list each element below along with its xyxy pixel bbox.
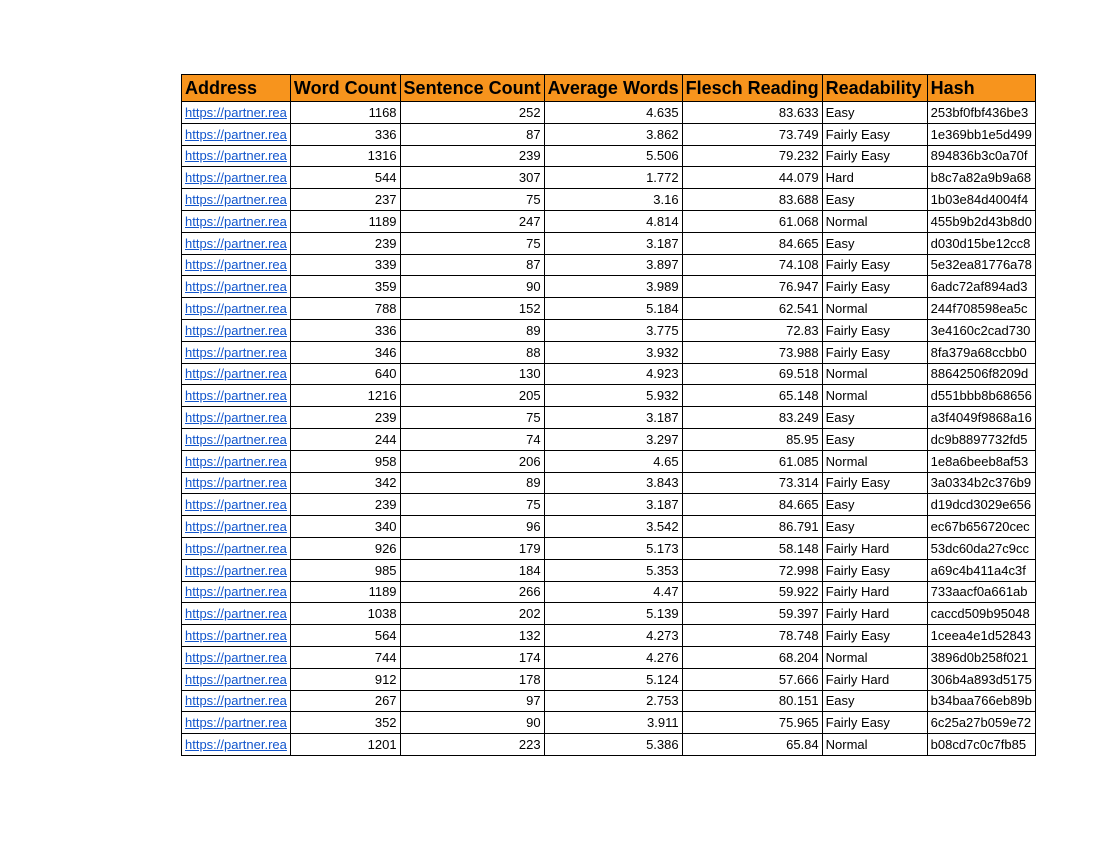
address-link-cell[interactable]: https://partner.rea (182, 559, 291, 581)
average-words-cell: 3.187 (544, 494, 682, 516)
readability-cell: Normal (822, 385, 927, 407)
readability-cell: Normal (822, 298, 927, 320)
hash-cell: a69c4b411a4c3f (927, 559, 1035, 581)
readability-cell: Fairly Hard (822, 668, 927, 690)
hash-cell: 5e32ea81776a78 (927, 254, 1035, 276)
sentence-count-cell: 87 (400, 123, 544, 145)
readability-cell: Fairly Easy (822, 319, 927, 341)
flesch-reading-cell: 65.148 (682, 385, 822, 407)
word-count-cell: 1189 (290, 210, 400, 232)
address-link-cell[interactable]: https://partner.rea (182, 341, 291, 363)
sentence-count-cell: 87 (400, 254, 544, 276)
sentence-count-cell: 266 (400, 581, 544, 603)
average-words-cell: 4.635 (544, 102, 682, 124)
hash-cell: b8c7a82a9b9a68 (927, 167, 1035, 189)
table-row (182, 232, 1036, 254)
average-words-cell: 3.187 (544, 407, 682, 429)
readability-cell: Fairly Easy (822, 559, 927, 581)
flesch-reading-cell: 85.95 (682, 428, 822, 450)
sentence-count-cell: 75 (400, 232, 544, 254)
table-row (182, 298, 1036, 320)
sentence-count-cell: 130 (400, 363, 544, 385)
readability-cell: Fairly Hard (822, 581, 927, 603)
average-words-cell: 4.273 (544, 625, 682, 647)
sentence-count-cell: 75 (400, 189, 544, 211)
sentence-count-cell: 184 (400, 559, 544, 581)
average-words-cell: 3.897 (544, 254, 682, 276)
readability-cell: Normal (822, 646, 927, 668)
hash-cell: ec67b656720cec (927, 516, 1035, 538)
word-count-cell: 788 (290, 298, 400, 320)
flesch-reading-cell: 72.83 (682, 319, 822, 341)
average-words-cell: 5.184 (544, 298, 682, 320)
word-count-cell: 267 (290, 690, 400, 712)
table-row (182, 603, 1036, 625)
sentence-count-cell: 202 (400, 603, 544, 625)
address-link-cell[interactable]: https://partner.rea (182, 516, 291, 538)
address-link-cell[interactable]: https://partner.rea (182, 712, 291, 734)
flesch-reading-cell: 74.108 (682, 254, 822, 276)
flesch-reading-cell: 62.541 (682, 298, 822, 320)
word-count-cell: 1189 (290, 581, 400, 603)
average-words-cell: 3.775 (544, 319, 682, 341)
table-row (182, 559, 1036, 581)
flesch-reading-cell: 80.151 (682, 690, 822, 712)
table-row (182, 167, 1036, 189)
average-words-cell: 3.989 (544, 276, 682, 298)
word-count-cell: 339 (290, 254, 400, 276)
table-row (182, 690, 1036, 712)
word-count-cell: 340 (290, 516, 400, 538)
sentence-count-cell: 88 (400, 341, 544, 363)
sentence-count-cell: 89 (400, 472, 544, 494)
readability-cell: Hard (822, 167, 927, 189)
average-words-cell: 2.753 (544, 690, 682, 712)
word-count-cell: 342 (290, 472, 400, 494)
hash-cell: 253bf0fbf436be3 (927, 102, 1035, 124)
average-words-cell: 5.173 (544, 537, 682, 559)
readability-cell: Normal (822, 210, 927, 232)
header-sentence-count: Sentence Count (400, 75, 544, 102)
average-words-cell: 3.542 (544, 516, 682, 538)
average-words-cell: 3.297 (544, 428, 682, 450)
sentence-count-cell: 152 (400, 298, 544, 320)
table-row (182, 102, 1036, 124)
sentence-count-cell: 206 (400, 450, 544, 472)
readability-cell: Easy (822, 189, 927, 211)
address-link-cell[interactable]: https://partner.rea (182, 407, 291, 429)
address-link-cell[interactable]: https://partner.rea (182, 385, 291, 407)
flesch-reading-cell: 83.633 (682, 102, 822, 124)
hash-cell: 244f708598ea5c (927, 298, 1035, 320)
readability-cell: Normal (822, 734, 927, 756)
word-count-cell: 239 (290, 407, 400, 429)
readability-cell: Normal (822, 450, 927, 472)
table-row (182, 494, 1036, 516)
flesch-reading-cell: 72.998 (682, 559, 822, 581)
readability-cell: Easy (822, 494, 927, 516)
address-link-cell[interactable]: https://partner.rea (182, 472, 291, 494)
address-link-cell[interactable]: https://partner.rea (182, 450, 291, 472)
word-count-cell: 239 (290, 494, 400, 516)
table-row (182, 341, 1036, 363)
table-row (182, 581, 1036, 603)
sentence-count-cell: 178 (400, 668, 544, 690)
flesch-reading-cell: 69.518 (682, 363, 822, 385)
average-words-cell: 5.386 (544, 734, 682, 756)
table-row (182, 646, 1036, 668)
table-row (182, 407, 1036, 429)
table-row (182, 319, 1036, 341)
table-row (182, 625, 1036, 647)
flesch-reading-cell: 44.079 (682, 167, 822, 189)
flesch-reading-cell: 79.232 (682, 145, 822, 167)
flesch-reading-cell: 61.068 (682, 210, 822, 232)
address-link-cell[interactable]: https://partner.rea (182, 603, 291, 625)
sentence-count-cell: 75 (400, 494, 544, 516)
header-hash: Hash (927, 75, 1035, 102)
flesch-reading-cell: 59.397 (682, 603, 822, 625)
flesch-reading-cell: 58.148 (682, 537, 822, 559)
sentence-count-cell: 205 (400, 385, 544, 407)
hash-cell: 894836b3c0a70f (927, 145, 1035, 167)
header-average-words: Average Words (544, 75, 682, 102)
table-row (182, 668, 1036, 690)
hash-cell: d030d15be12cc8 (927, 232, 1035, 254)
hash-cell: 733aacf0a661ab (927, 581, 1035, 603)
word-count-cell: 926 (290, 537, 400, 559)
address-link-cell[interactable]: https://partner.rea (182, 167, 291, 189)
average-words-cell: 4.276 (544, 646, 682, 668)
flesch-reading-cell: 61.085 (682, 450, 822, 472)
header-address: Address (182, 75, 291, 102)
table-row (182, 276, 1036, 298)
hash-cell: 306b4a893d5175 (927, 668, 1035, 690)
hash-cell: 1b03e84d4004f4 (927, 189, 1035, 211)
word-count-cell: 958 (290, 450, 400, 472)
flesch-reading-cell: 86.791 (682, 516, 822, 538)
sentence-count-cell: 90 (400, 712, 544, 734)
table-row (182, 450, 1036, 472)
address-link-cell[interactable]: https://partner.rea (182, 690, 291, 712)
address-link-cell[interactable]: https://partner.rea (182, 646, 291, 668)
average-words-cell: 3.932 (544, 341, 682, 363)
address-link-cell[interactable]: https://partner.rea (182, 625, 291, 647)
readability-sheet (181, 74, 1036, 756)
average-words-cell: 3.911 (544, 712, 682, 734)
readability-cell: Fairly Easy (822, 145, 927, 167)
header-flesch-reading: Flesch Reading (682, 75, 822, 102)
readability-cell: Fairly Easy (822, 472, 927, 494)
average-words-cell: 4.814 (544, 210, 682, 232)
word-count-cell: 1168 (290, 102, 400, 124)
word-count-cell: 1316 (290, 145, 400, 167)
average-words-cell: 3.187 (544, 232, 682, 254)
address-link-cell[interactable]: https://partner.rea (182, 734, 291, 756)
address-link-cell[interactable]: https://partner.rea (182, 145, 291, 167)
readability-cell: Easy (822, 516, 927, 538)
sentence-count-cell: 74 (400, 428, 544, 450)
address-link-cell[interactable]: https://partner.rea (182, 537, 291, 559)
flesch-reading-cell: 78.748 (682, 625, 822, 647)
table-row (182, 254, 1036, 276)
word-count-cell: 336 (290, 319, 400, 341)
word-count-cell: 640 (290, 363, 400, 385)
readability-cell: Fairly Hard (822, 603, 927, 625)
hash-cell: 3a0334b2c376b9 (927, 472, 1035, 494)
flesch-reading-cell: 83.249 (682, 407, 822, 429)
word-count-cell: 1201 (290, 734, 400, 756)
hash-cell: b08cd7c0c7fb85 (927, 734, 1035, 756)
flesch-reading-cell: 83.688 (682, 189, 822, 211)
flesch-reading-cell: 73.988 (682, 341, 822, 363)
flesch-reading-cell: 68.204 (682, 646, 822, 668)
address-link-cell[interactable]: https://partner.rea (182, 298, 291, 320)
hash-cell: 1e8a6beeb8af53 (927, 450, 1035, 472)
address-link-cell[interactable]: https://partner.rea (182, 276, 291, 298)
hash-cell: 3e4160c2cad730 (927, 319, 1035, 341)
word-count-cell: 985 (290, 559, 400, 581)
flesch-reading-cell: 73.314 (682, 472, 822, 494)
readability-cell: Fairly Hard (822, 537, 927, 559)
address-link-cell[interactable]: https://partner.rea (182, 102, 291, 124)
average-words-cell: 3.16 (544, 189, 682, 211)
hash-cell: 6c25a27b059e72 (927, 712, 1035, 734)
readability-cell: Fairly Easy (822, 276, 927, 298)
table-row (182, 145, 1036, 167)
word-count-cell: 912 (290, 668, 400, 690)
sentence-count-cell: 75 (400, 407, 544, 429)
readability-cell: Fairly Easy (822, 625, 927, 647)
readability-cell: Fairly Easy (822, 254, 927, 276)
average-words-cell: 3.843 (544, 472, 682, 494)
sentence-count-cell: 89 (400, 319, 544, 341)
word-count-cell: 359 (290, 276, 400, 298)
readability-cell: Easy (822, 690, 927, 712)
hash-cell: 1e369bb1e5d499 (927, 123, 1035, 145)
word-count-cell: 352 (290, 712, 400, 734)
address-link-cell[interactable]: https://partner.rea (182, 319, 291, 341)
table-row (182, 189, 1036, 211)
word-count-cell: 237 (290, 189, 400, 211)
hash-cell: a3f4049f9868a16 (927, 407, 1035, 429)
average-words-cell: 5.124 (544, 668, 682, 690)
word-count-cell: 1216 (290, 385, 400, 407)
hash-cell: 6adc72af894ad3 (927, 276, 1035, 298)
sentence-count-cell: 97 (400, 690, 544, 712)
table-row (182, 537, 1036, 559)
word-count-cell: 1038 (290, 603, 400, 625)
address-link-cell[interactable]: https://partner.rea (182, 428, 291, 450)
hash-cell: 1ceea4e1d52843 (927, 625, 1035, 647)
table-row (182, 428, 1036, 450)
hash-cell: 8fa379a68ccbb0 (927, 341, 1035, 363)
readability-cell: Fairly Easy (822, 341, 927, 363)
address-link-cell[interactable]: https://partner.rea (182, 189, 291, 211)
header-readability: Readability (822, 75, 927, 102)
sentence-count-cell: 90 (400, 276, 544, 298)
address-link-cell[interactable]: https://partner.rea (182, 232, 291, 254)
sentence-count-cell: 223 (400, 734, 544, 756)
address-link-cell[interactable]: https://partner.rea (182, 254, 291, 276)
flesch-reading-cell: 65.84 (682, 734, 822, 756)
address-link-cell[interactable]: https://partner.rea (182, 668, 291, 690)
table-row (182, 516, 1036, 538)
word-count-cell: 244 (290, 428, 400, 450)
header-row (182, 75, 1036, 102)
hash-cell: dc9b8897732fd5 (927, 428, 1035, 450)
sentence-count-cell: 96 (400, 516, 544, 538)
average-words-cell: 1.772 (544, 167, 682, 189)
table-row (182, 734, 1036, 756)
header-word-count: Word Count (290, 75, 400, 102)
address-link-cell[interactable]: https://partner.rea (182, 494, 291, 516)
table-body (182, 102, 1036, 756)
readability-cell: Fairly Easy (822, 123, 927, 145)
address-link-cell[interactable]: https://partner.rea (182, 123, 291, 145)
address-link-cell[interactable]: https://partner.rea (182, 581, 291, 603)
word-count-cell: 336 (290, 123, 400, 145)
average-words-cell: 5.506 (544, 145, 682, 167)
flesch-reading-cell: 76.947 (682, 276, 822, 298)
average-words-cell: 5.139 (544, 603, 682, 625)
sentence-count-cell: 132 (400, 625, 544, 647)
sentence-count-cell: 247 (400, 210, 544, 232)
table-row (182, 123, 1036, 145)
word-count-cell: 744 (290, 646, 400, 668)
average-words-cell: 5.932 (544, 385, 682, 407)
table-row (182, 472, 1036, 494)
hash-cell: 53dc60da27c9cc (927, 537, 1035, 559)
table-row (182, 385, 1036, 407)
hash-cell: caccd509b95048 (927, 603, 1035, 625)
sentence-count-cell: 239 (400, 145, 544, 167)
word-count-cell: 346 (290, 341, 400, 363)
average-words-cell: 4.47 (544, 581, 682, 603)
table-row (182, 712, 1036, 734)
sentence-count-cell: 179 (400, 537, 544, 559)
readability-cell: Easy (822, 232, 927, 254)
word-count-cell: 544 (290, 167, 400, 189)
sentence-count-cell: 174 (400, 646, 544, 668)
table-row (182, 363, 1036, 385)
readability-cell: Easy (822, 102, 927, 124)
readability-cell: Fairly Easy (822, 712, 927, 734)
sentence-count-cell: 307 (400, 167, 544, 189)
flesch-reading-cell: 84.665 (682, 232, 822, 254)
average-words-cell: 4.65 (544, 450, 682, 472)
hash-cell: 3896d0b258f021 (927, 646, 1035, 668)
hash-cell: 88642506f8209d (927, 363, 1035, 385)
sentence-count-cell: 252 (400, 102, 544, 124)
hash-cell: d551bbb8b68656 (927, 385, 1035, 407)
flesch-reading-cell: 84.665 (682, 494, 822, 516)
hash-cell: 455b9b2d43b8d0 (927, 210, 1035, 232)
flesch-reading-cell: 59.922 (682, 581, 822, 603)
hash-cell: d19dcd3029e656 (927, 494, 1035, 516)
flesch-reading-cell: 73.749 (682, 123, 822, 145)
readability-cell: Normal (822, 363, 927, 385)
hash-cell: b34baa766eb89b (927, 690, 1035, 712)
average-words-cell: 4.923 (544, 363, 682, 385)
address-link-cell[interactable]: https://partner.rea (182, 210, 291, 232)
readability-table (181, 74, 1036, 756)
readability-cell: Easy (822, 428, 927, 450)
average-words-cell: 3.862 (544, 123, 682, 145)
address-link-cell[interactable]: https://partner.rea (182, 363, 291, 385)
readability-cell: Easy (822, 407, 927, 429)
flesch-reading-cell: 57.666 (682, 668, 822, 690)
table-row (182, 210, 1036, 232)
flesch-reading-cell: 75.965 (682, 712, 822, 734)
average-words-cell: 5.353 (544, 559, 682, 581)
word-count-cell: 239 (290, 232, 400, 254)
word-count-cell: 564 (290, 625, 400, 647)
